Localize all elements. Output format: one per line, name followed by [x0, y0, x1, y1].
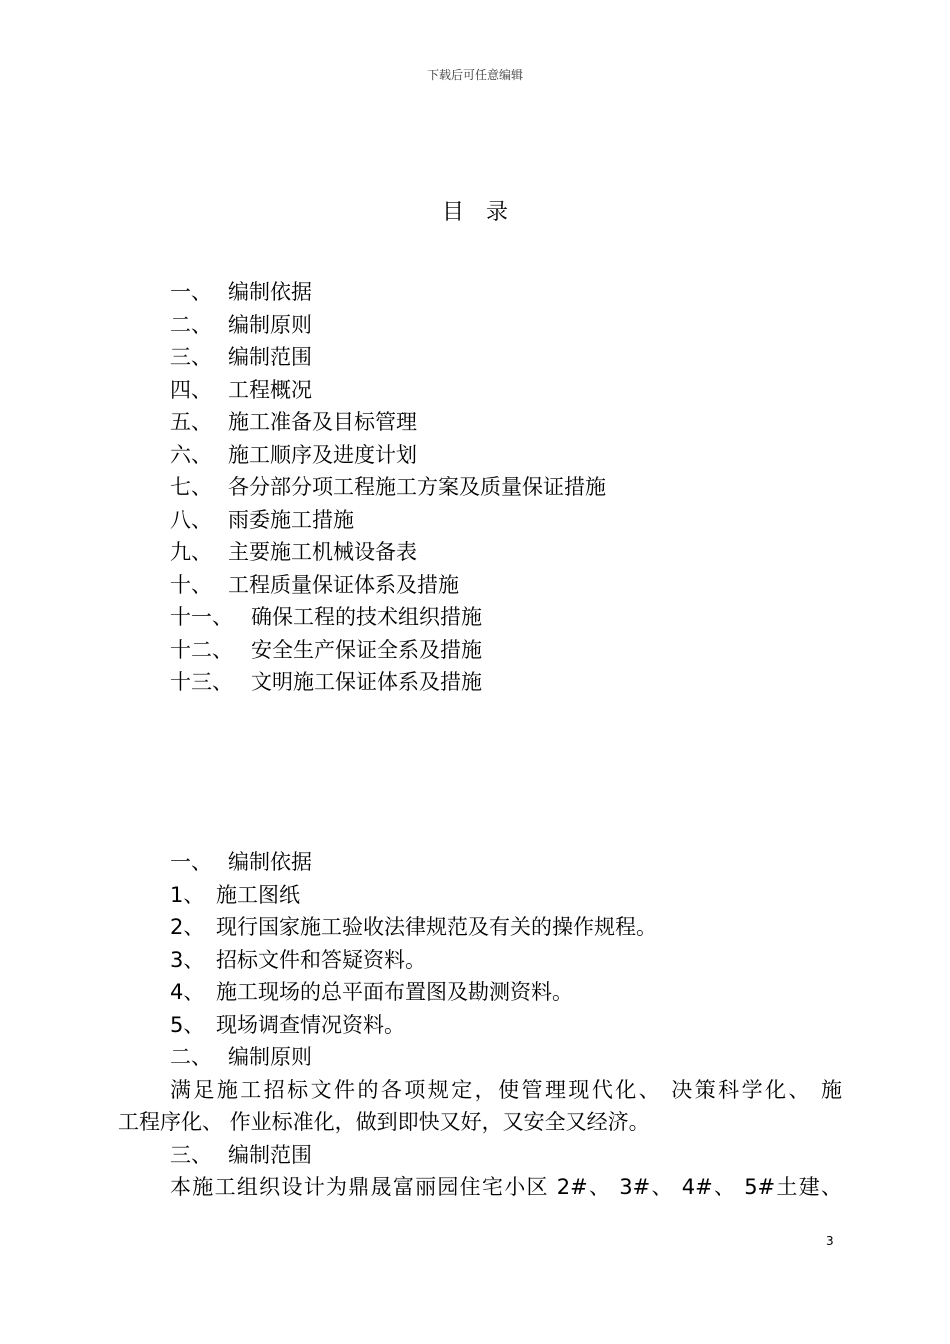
toc-item: [170, 601, 606, 634]
list-item: [118, 976, 842, 1009]
document-body: [118, 846, 842, 1204]
toc-item-number: 六、: [170, 442, 212, 467]
toc-item-text: 编制原则: [228, 312, 312, 337]
section-heading: [118, 1041, 842, 1074]
list-item-number: 4、: [170, 980, 205, 1004]
toc-item: [170, 634, 606, 667]
section-number: 三、: [170, 1142, 212, 1167]
toc-item: [170, 374, 606, 407]
list-item: [118, 879, 842, 912]
section-title: 编制依据: [228, 850, 312, 874]
toc-item-number: 十二、: [170, 637, 233, 662]
toc-item: [170, 569, 606, 602]
toc-item-text: 编制范围: [228, 345, 312, 369]
toc-title: 目录: [441, 200, 530, 225]
toc-item-number: 十一、: [170, 605, 233, 629]
toc-item-text: 各分部分项工程施工方案及质量保证措施: [228, 475, 606, 499]
section-heading: [118, 1139, 842, 1172]
toc-item: [170, 471, 606, 504]
list-item-number: 5、: [170, 1012, 205, 1037]
toc-item-number: 四、: [170, 377, 212, 402]
toc-item: [170, 439, 606, 472]
page-number: 3: [826, 1234, 834, 1248]
list-item-text: 施工图纸: [216, 882, 300, 907]
toc-item-text: 确保工程的技术组织措施: [251, 605, 482, 629]
toc-item: [170, 504, 606, 537]
toc-item-number: 十、: [170, 572, 212, 597]
header-note: 下载后可任意编辑: [426, 68, 523, 82]
toc-item: [170, 406, 606, 439]
paragraph-line: 本施工组织设计为鼎晟富丽园住宅小区 2#、 3#、 4#、 5#土建、: [170, 1175, 842, 1199]
toc-item: [170, 276, 606, 309]
toc-item-number: 七、: [170, 475, 212, 499]
list-item: [118, 1009, 842, 1042]
list-item: [118, 944, 842, 977]
toc-item-number: 八、: [170, 507, 212, 532]
toc-item-number: 一、: [170, 280, 212, 304]
list-item-number: 2、: [170, 915, 205, 939]
list-item-number: 1、: [170, 882, 205, 907]
toc-item-text: 工程质量保证体系及措施: [228, 572, 459, 597]
toc-item: [170, 341, 606, 374]
toc-item-text: 雨委施工措施: [228, 507, 354, 532]
paragraph-line: 满足施工招标文件的各项规定，使管理现代化、 决策科学化、 施: [170, 1077, 842, 1102]
toc-item: [170, 536, 606, 569]
paragraph-line: 工程序化、 作业标准化，做到即快又好，又安全又经济。: [118, 1110, 650, 1134]
list-item-number: 3、: [170, 947, 205, 972]
toc-item-text: 编制依据: [228, 280, 312, 304]
toc-item-number: 二、: [170, 312, 212, 337]
toc-item: [170, 309, 606, 342]
list-item: [118, 911, 842, 944]
section-number: 二、: [170, 1045, 212, 1069]
section-title: 编制原则: [228, 1045, 312, 1069]
table-of-contents: [170, 276, 606, 699]
toc-item-text: 施工准备及目标管理: [228, 410, 417, 434]
section-title: 编制范围: [228, 1142, 312, 1167]
section-heading: [118, 846, 842, 879]
toc-item-number: 三、: [170, 345, 212, 369]
toc-item-number: 九、: [170, 540, 212, 564]
list-item-text: 招标文件和答疑资料。: [216, 947, 426, 972]
toc-item-text: 施工顺序及进度计划: [228, 442, 417, 467]
toc-item-text: 工程概况: [228, 377, 312, 402]
toc-item-text: 主要施工机械设备表: [228, 540, 417, 564]
list-item-text: 施工现场的总平面布置图及勘测资料。: [216, 980, 573, 1004]
toc-item-number: 五、: [170, 410, 212, 434]
toc-item-number: 十三、: [170, 670, 233, 694]
section-number: 一、: [170, 850, 212, 874]
list-item-text: 现场调查情况资料。: [216, 1012, 405, 1037]
toc-item-text: 安全生产保证全系及措施: [251, 637, 482, 662]
toc-item-text: 文明施工保证体系及措施: [251, 670, 482, 694]
list-item-text: 现行国家施工验收法律规范及有关的操作规程。: [216, 915, 657, 939]
toc-item: [170, 666, 606, 699]
